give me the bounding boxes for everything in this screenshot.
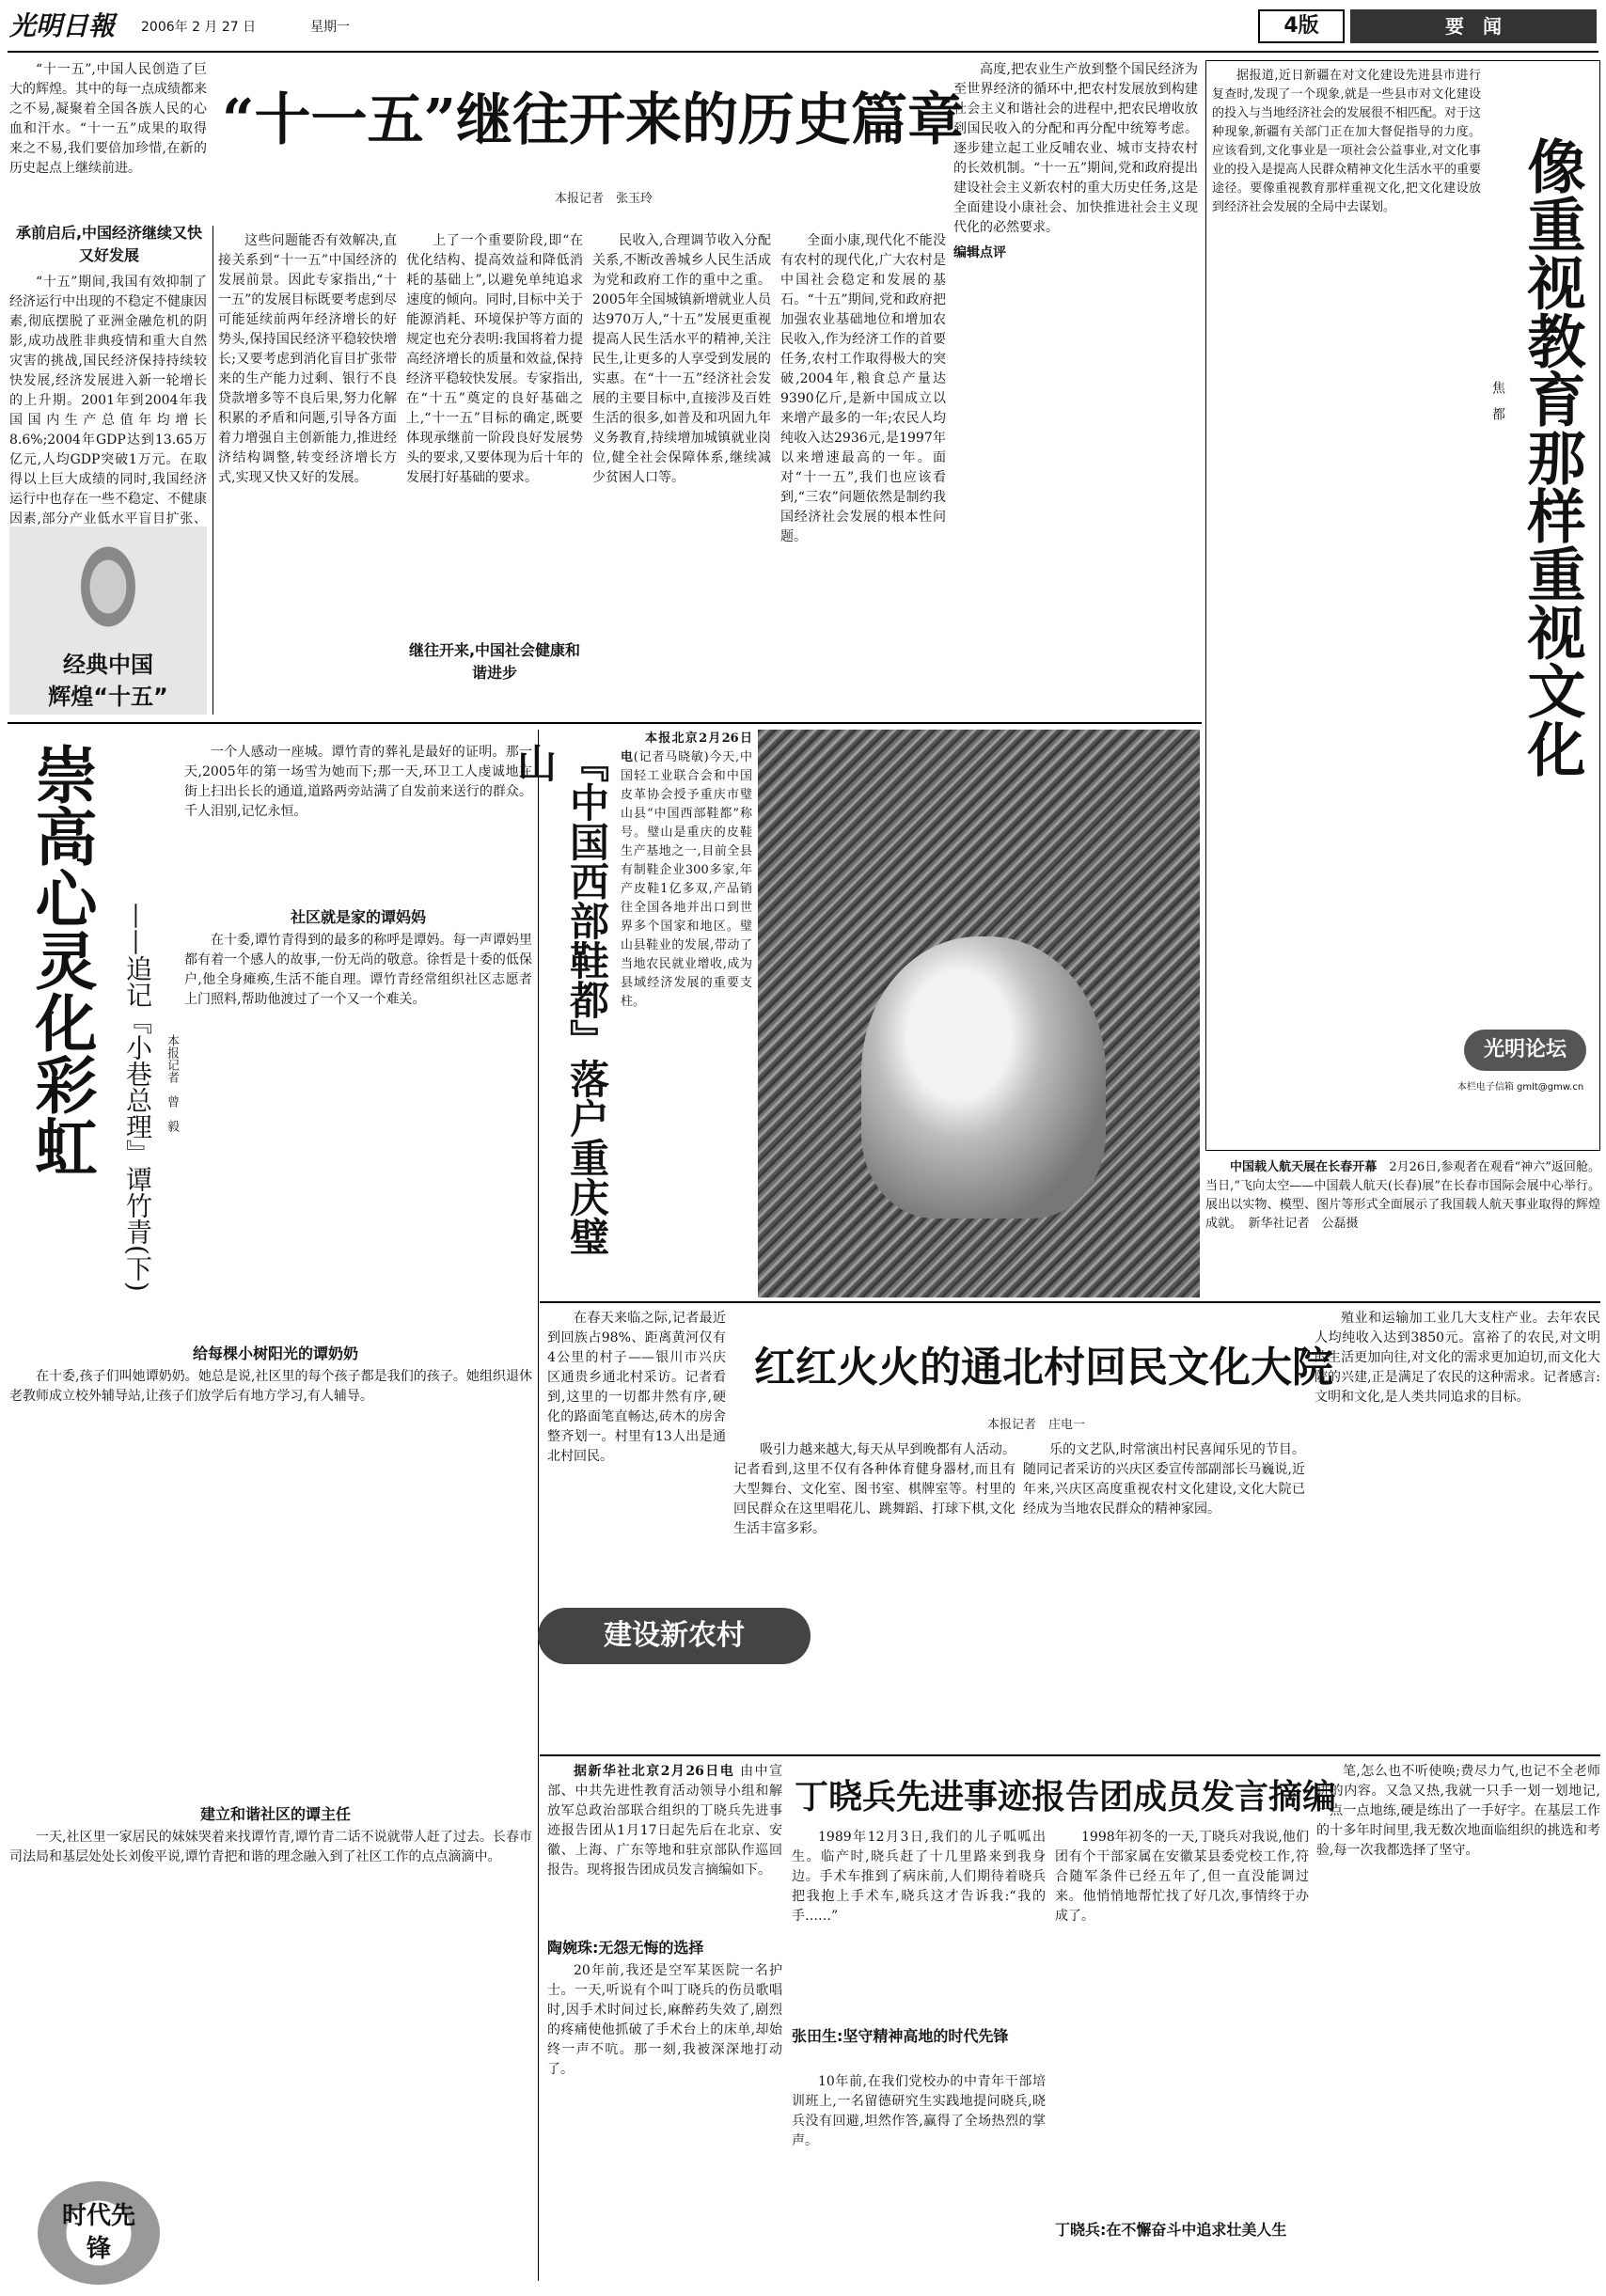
forum-badge: 光明论坛 [1464,1030,1586,1071]
photo-caption-credit: 新华社记者 公磊摄 [1248,1217,1359,1231]
lead-byline: 本报记者 张玉玲 [555,192,653,206]
new-countryside-badge: 建设新农村 [538,1608,811,1664]
culture-title: 红红火火的通北村回民文化大院 [754,1344,1333,1392]
lead-col-5: 全面小康,现代化不能没有农村的现代化,广大农村是中国社会稳定和发展的基石。“十五”期间,党和政府把加强农业基础地位和增加农民收入,作为经济工作的首要任务,农村工作取得极大的突破,2004年,粮食总产量达9390亿斤,是新中国成立以来增产最多的一年;农民人均纯收入达2936元,是1997年以来增速最高的一年。面对“十一五”,我们也应该看到,“三农”问题依然是制约我国经济社会发展的根本性问题。 [780,233,946,544]
editorial-text: 据报道,近日新疆在对文化建设先进县市进行复查时,发现了一个现象,就是一些县市对文化建设的投入与当地经济社会的发展很不相匹配。对于这种现象,新疆有关部门正在加大督促指导的力度。应该看到,文化事业是一项社会公益事业,对文化事业的投入是提高人民群众精神文化生活水平的重要途径。要像重视教育那样重视文化,把文化建设放到经济社会发展的全局中去谋划。 [1212,69,1482,214]
monument-icon [66,545,150,649]
feature-subtitle: ——追记『小巷总理』谭竹青(下) [122,903,153,1292]
report-title: 丁晓兵先进事迹报告团成员发言摘编 [794,1777,1336,1816]
lead-intro: “十一五”,中国人民创造了巨大的辉煌。其中的每一点成绩都来之不易,凝聚着全国各族人民的心血和汗水。“十一五”成果的取得来之不易,我们要倍加珍惜,在新的历史起点上继续前进。 [9,62,207,176]
masthead [0,0,1606,53]
feature-body-2: 在十委,谭竹青得到的最多的称呼是谭妈。每一声谭妈里都有着一个感人的故事,一份无尚的敬意。徐哲是十委的低保户,他全身瘫痪,生活不能自理。谭竹青经常组织社区志愿者上门照料,帮助他渡过了一个又一个难关。 [184,933,532,1007]
masthead-rule [8,51,1598,53]
photo-story-title: 『中国西部鞋都』落户重庆璧山 [512,743,610,1256]
culture-text-2: 吸引力越来越大,每天从早到晚都有人活动。记者看到,这里不仅有各种体育健身器材,而且有大型舞台、文化室、图书室、棋牌室等。村里的回民群众在这里唱花儿、跳舞蹈、打球下棋,文化生活丰富多彩。 [733,1442,1016,1536]
section-rule [8,722,1202,724]
return-capsule-image [861,936,1106,1219]
photo-caption [1205,1158,1600,1281]
classic-china-badge [9,527,207,715]
editorial-author: 焦 都 [1490,381,1505,420]
issue-date: 2006年 2 月 27 日 [141,20,257,35]
lead-title: “十一五”继往开来的历史篇章 [222,87,965,153]
feature-heading-2: 给每棵小树阳光的谭奶奶 [192,1345,358,1362]
pioneer-badge [28,2181,169,2285]
photo-story-dateline: 本报北京2月26日电 [621,731,752,764]
culture-text-1: 在春天来临之际,记者最近到回族占98%、距离黄河仅有4公里的村子——银川市兴庆区通贵乡通北村采访。记者看到,这里的一切都井然有序,硬化的路面笔直畅达,砖木的房舍整齐划一。村里有13人出是通北村回民。 [547,1311,726,1464]
report-body-1: 20年前,我还是空军某医院一名护士。一天,听说有个叫丁晓兵的伤员歌唱时,因手术时间过长,麻醉药失效了,剧烈的疼痛使他抓破了手术台上的床单,却始终一声不吭。那一刻,我被深深地打动了。 [547,1963,782,2077]
section-rule [540,1754,1600,1756]
culture-text-3: 乐的文艺队,时常演出村民喜闻乐见的节目。随同记者采访的兴庆区委宣传部副部长马巍说,近年来,兴庆区高度重视农村文化建设,文化大院已经成为当地农民群众的精神家园。 [1023,1442,1305,1517]
photo-caption-title: 中国载人航天展在长春开幕 [1230,1160,1378,1174]
classic-china-label: 经典中国 辉煌“十五” [48,652,168,710]
photo-story-body: (记者马晓敏)今天,中国轻工业联合会和中国皮革协会授予重庆市璧山县“中国西部鞋都”称号。璧山是重庆的皮鞋生产基地之一,目前全县有制鞋企业300多家,年产皮鞋1亿多双,产品销往全国各地并出口到世界多个国家和地区。璧山县鞋业的发展,带动了当地农民就业增收,成为县域经济发展的重要支柱。 [621,750,752,1009]
feature-title [19,743,122,1354]
feature-byline: 本报记者 曾 毅 [165,1034,179,1132]
report-body-4: 1998年初冬的一天,丁晓兵对我说,他们团有个干部家属在安徽某县委党校工作,符合随军条件已经五年了,但一直没能调过来。他悄悄地帮忙找了好几次,事情终于办成了。 [1055,1830,1309,1924]
report-body-5: 笔,怎么也不听使唤;费尽力气,也记不全老师讲的内容。又急又热,我就一只手一划一划地记,一点一点地练,硬是练出了一手好字。在基层工作的十多年时间里,我无数次地面临组织的挑选和考验,每一次我都选择了坚守。 [1316,1764,1600,1858]
report-intro-text: 由中宣部、中共先进性教育活动领导小组和解放军总政治部联合组织的丁晓兵先进事迹报告团从1月17日起先后在北京、安徽、上海、广东等地和驻京部队作巡回报告。现将报告团成员发言摘编如下。 [547,1764,782,1878]
report-dateline: 据新华社北京2月26日电 [574,1764,735,1779]
report-heading-2: 张田生:坚守精神高地的时代先锋 [792,2027,1009,2045]
pioneer-label: 时代先锋 [62,2202,136,2263]
report-heading-1: 陶婉珠:无怨无悔的选择 [547,1939,704,1957]
photo-caption-text: 2月26日,参观者在观看“神六”返回舱。当日,“飞向太空——中国载人航天(长春)展”在长春市国际会展中心举行。展出以实物、模型、图片等形式全面展示了我国载人航天事业取得的辉煌成就。 [1205,1160,1600,1231]
forum-email: 本栏电子信箱 gmlt@gmw.cn [1456,1082,1584,1093]
report-intro [547,1762,782,1931]
lead-section-heading-2: 继往开来,中国社会健康和谐进步 [408,641,581,682]
report-body-2: 1989年12月3日,我们的儿子呱呱出生。临产时,晓兵赶了十几里路来到我身边。手术车推到了病床前,人们期待着晓兵把我抱上手术车,晓兵这才告诉我:“我的手……” [792,1830,1046,1924]
culture-text-4: 殖业和运输加工业几大支柱产业。去年农民人均纯收入达到3850元。富裕了的农民,对文明的生活更加向往,对文化的需求更加迫切,而文化大院的兴建,正是满足了农民的这种需求。记者感言:文明和文化,是人类共同追求的目标。 [1315,1311,1600,1405]
editorial-title: 像重视教育那样重视文化 [1518,136,1586,778]
feature-heading-1: 社区就是家的谭妈妈 [290,908,426,926]
report-heading-3: 丁晓兵:在不懈奋斗中追求壮美人生 [1055,2221,1287,2239]
section-label: 要 闻 [1350,9,1597,43]
photo-story-text [621,730,752,1294]
lead-col-4: 民收入,合理调节收入分配关系,不断改善城乡人民生活成为党和政府工作的重中之重。2005年全国城镇新增就业人员达970万人,“十五”发展更重视提高人民生活水平的精神,关注民生,让更多的人享受到发展的实惠。在“十一五”经济社会发展的主要目标中,直接涉及百姓生活的很多,如普及和巩固九年义务教育,持续增加城镇就业岗位,健全社会保障体系,继续减少贫困人口等。 [592,233,771,485]
page-number: 4版 [1258,9,1345,43]
lead-col-1: “十五”期间,我国有效抑制了经济运行中出现的不稳定不健康因素,彻底摆脱了亚洲金融危机的阴影,成功战胜非典疫情和重大自然灾害的挑战,国民经济保持持续较快发展,经济发展进入新一轮增长的上升期。2001年到2004年我国国内生产总值年均增长8.6%;2004年GDP达到13.65万亿元,人均GDP突破1万元。在取得以上巨大成绩的同时,我国经济运行中也存在一些不稳定、不健康因素,部分产业低水平盲目扩张、 [9,275,207,527]
lead-section-heading-1: 承前启后,中国经济继续又快又好发展 [15,224,203,264]
feature-body-4: 一天,社区里一家居民的妹妹哭着来找谭竹青,谭竹青二话不说就带人赶了过去。长春市司法局和基层处处长刘俊平说,谭竹青把和谐的理念融入到了社区工作的点点滴滴中。 [9,1830,532,1864]
report-body-3: 10年前,在我们党校办的中青年干部培训班上,一名留德研究生实践地提问晓兵,晓兵没有回避,坦然作答,赢得了全场热烈的掌声。 [792,2074,1046,2148]
col-rule [538,730,539,2281]
feature-title-text: 崇高心灵化彩虹 [24,743,97,1177]
lead-col-2: 这些问题能否有效解决,直接关系到“十一五”中国经济的发展前景。因此专家指出,“十一五”的发展目标既要考虑到尽可能延续前两年经济增长的好势头,保持国民经济平稳较快增长;又要考虑到消化盲目扩张带来的生产能力过剩、银行不良贷款增多等不良后果,努力化解积累的矛盾和问题,引导各方面着力增强自主创新能力,推进经济结构调整,转变经济增长方式,实现又快又好的发展。 [218,233,397,485]
issue-weekday: 星期一 [310,20,350,35]
feature-heading-3: 建立和谐社区的谭主任 [199,1805,351,1823]
lead-col-3: 上了一个重要阶段,即“在优化结构、提高效益和降低消耗的基础上”,以避免单纯追求速度的倾向。同时,目标中关于能源消耗、环境保护等方面的规定也充分表明:我国将着力提高经济增长的质量和效益,保持经济平稳较快发展。专家指出,在“十五”奠定的良好基础之上,“十一五”目标的确定,既要体现承继前一阶段良好发展势头的要求,又要体现为后十年的发展打好基础的要求。 [406,233,583,485]
newspaper-logo: 光明日報 [9,10,116,41]
spacecraft-photo [758,730,1200,1297]
lead-col-6: 高度,把农业生产放到整个国民经济为至世界经济的循环中,把农村发展放到构建社会主义和谐社会的进程中,把农民增收放到国民收入的分配和再分配中统筹考虑。逐步建立起工业反哺农业、城市支持农村的长效机制。“十一五”期间,党和政府提出建设社会主义新农村的重大历史任务,这是全面建设小康社会、加快推进社会主义现代化的必然要求。 编辑点评 [953,60,1198,718]
section-rule [540,1301,1600,1303]
feature-body-1: 一个人感动一座城。谭竹青的葬礼是最好的证明。那一天,2005年的第一场雪为她而下;那一天,环卫工人虔诚地在街上扫出长长的通道,道路两旁站满了自发前来送行的群众。千人泪别,记忆永恒。 [184,745,532,819]
culture-byline: 本报记者 庄电一 [987,1418,1086,1432]
editor-note-heading: 编辑点评 [953,245,1006,260]
feature-body-3: 在十委,孩子们叫她谭奶奶。她总是说,社区里的每个孩子都是我们的孩子。她组织退休老教师成立校外辅导站,让孩子们放学后有地方学习,有人辅导。 [9,1369,532,1404]
editorial-box [1205,60,1600,1151]
